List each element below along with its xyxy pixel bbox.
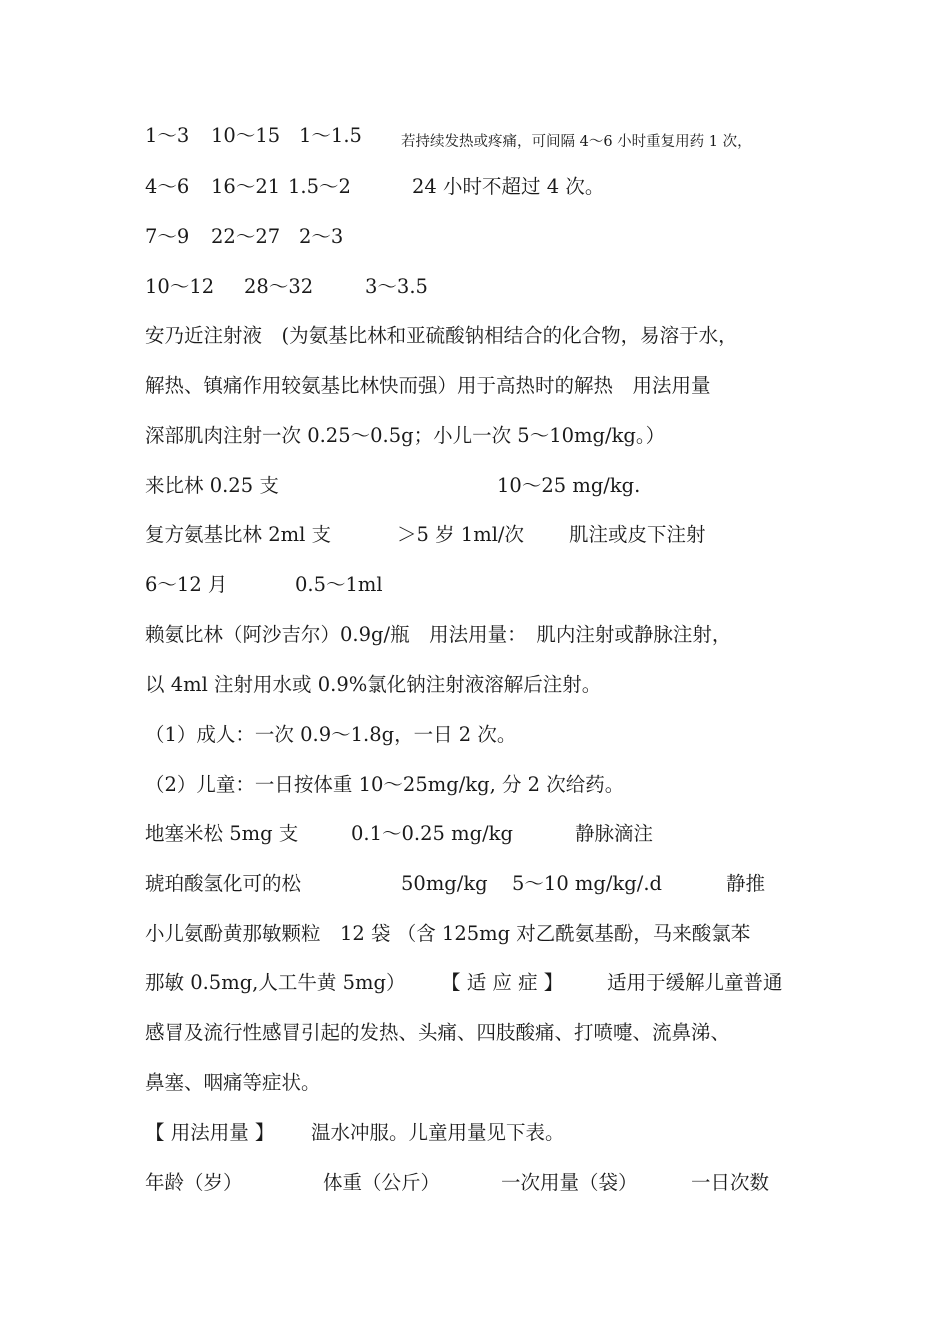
header-frequency: 一日次数 — [691, 1171, 770, 1194]
age-cell: 7～9 — [145, 225, 190, 248]
lysine-aspirin-line-1: 赖氨比林（阿沙吉尔）0.9g/瓶 用法用量： 肌内注射或静脉注射， — [145, 623, 732, 646]
drug-name: 复方氨基比林 2ml 支 — [145, 523, 332, 546]
age-cell: 1～3 — [145, 124, 190, 147]
indications-text: 适用于缓解儿童普通 — [607, 971, 783, 994]
dosing-note-line-2: 24 小时不超过 4 次。 — [412, 175, 605, 198]
drug-dose-daily: 5～10 mg/kg/.d — [512, 872, 663, 895]
drug-route: 静推 — [726, 872, 766, 895]
weight-cell: 16～21 — [211, 175, 281, 198]
lysine-aspirin-child-dose: （2）儿童：一日按体重 10～25mg/kg, 分 2 次给药。 — [145, 773, 625, 796]
dose-cell: 1.5～2 — [288, 175, 351, 198]
dose-cell: 2～3 — [299, 225, 344, 248]
drug-dose: 0.1～0.25 mg/kg — [351, 822, 513, 845]
pediatric-granules-line-4: 鼻塞、咽痛等症状。 — [145, 1071, 321, 1094]
analgin-line-2: 解热、镇痛作用较氨基比林快而强）用于高热时的解热 用法用量 — [145, 374, 711, 397]
ingredient-text: 那敏 0.5mg,人工牛黄 5mg） — [145, 971, 406, 994]
analgin-line-3: 深部肌肉注射一次 0.25～0.5g；小儿一次 5～10mg/kg。） — [145, 424, 666, 447]
weight-cell: 10～15 — [211, 124, 281, 147]
drug-name: 来比林 0.25 支 — [145, 474, 279, 497]
weight-cell: 28～32 — [244, 275, 314, 298]
header-weight: 体重（公斤） — [323, 1171, 441, 1194]
drug-dose: 0.5～1ml — [295, 573, 383, 596]
header-dose: 一次用量（袋） — [501, 1171, 638, 1194]
pediatric-granules-line-3: 感冒及流行性感冒引起的发热、头痛、四肢酸痛、打喷嚏、流鼻涕、 — [145, 1021, 731, 1044]
header-age: 年龄（岁） — [145, 1171, 243, 1194]
drug-route: 静脉滴注 — [575, 822, 654, 845]
drug-dose: 10～25 mg/kg. — [497, 474, 641, 497]
analgin-line-1: 安乃近注射液 (为氨基比林和亚硫酸钠相结合的化合物，易溶于水， — [145, 324, 738, 347]
usage-text: 温水冲服。儿童用量见下表。 — [311, 1121, 565, 1144]
lysine-aspirin-line-2: 以 4ml 注射用水或 0.9%氯化钠注射液溶解后注射。 — [145, 673, 602, 696]
age-range: 6～12 月 — [145, 573, 228, 596]
dose-cell: 1～1.5 — [299, 124, 362, 147]
weight-cell: 22～27 — [211, 225, 281, 248]
drug-dose: ＞5 岁 1ml/次 — [397, 523, 525, 546]
dosing-note-line-1: 若持续发热或疼痛，可间隔 4～6 小时重复用药 1 次， — [401, 134, 752, 150]
usage-label: 【 用法用量 】 — [145, 1121, 275, 1144]
pediatric-granules-line-1: 小儿氨酚黄那敏颗粒 12 袋 （含 125mg 对乙酰氨基酚，马来酸氯苯 — [145, 922, 751, 945]
drug-name: 琥珀酸氢化可的松 — [145, 872, 302, 895]
indications-label: 【 适 应 症 】 — [441, 971, 564, 994]
age-cell: 10～12 — [145, 275, 215, 298]
dose-cell: 3～3.5 — [365, 275, 428, 298]
lysine-aspirin-adult-dose: （1）成人：一次 0.9～1.8g，一日 2 次。 — [145, 723, 517, 746]
drug-name: 地塞米松 5mg 支 — [145, 822, 299, 845]
drug-route: 肌注或皮下注射 — [569, 523, 706, 546]
age-cell: 4～6 — [145, 175, 190, 198]
drug-dose: 50mg/kg — [401, 872, 488, 895]
